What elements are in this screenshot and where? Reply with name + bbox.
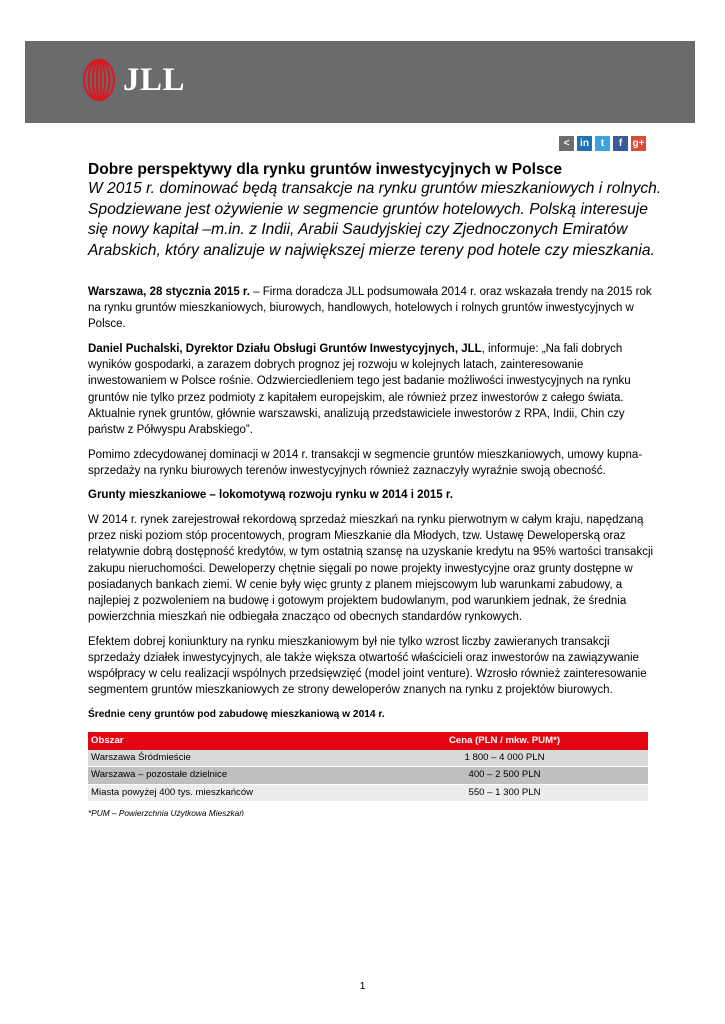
- paragraph-3: Pomimo zdecydowanej dominacji w 2014 r. transakcji w segmencie gruntów mieszkaniowych, umowy kupna-sprzedaży na rynku biurowych terenów inwestycyjnych również zaznaczyły wyraźnie swoją obecność.: [88, 448, 643, 477]
- paragraph-text: – Firma doradcza JLL podsumowała 2014 r. oraz wskazała trendy na 2015 rok na rynku gruntów mieszkaniowych, biurowych, handlowych, hotelowych i rolnych gruntów inwestycyjnych w Polsce.: [88, 286, 652, 331]
- page-subtitle: W 2015 r. dominować będą transakcje na rynku gruntów mieszkaniowych i rolnych. Spodziewane jest ożywienie w segmencie gruntów hotelowych. Polską interesuje się nowy kapitał –m.in. z Indii, Arabii Saudyjskiej czy Zjednoczonych Emiratów Arabskich, który analizuje w największej mierze tereny pod hotele czy mieszkania.: [88, 180, 662, 259]
- linkedin-icon[interactable]: in: [577, 136, 592, 151]
- section-heading: Grunty mieszkaniowe – lokomotywą rozwoju rynku w 2014 i 2015 r.: [88, 489, 453, 502]
- column-header-area: Obszar: [88, 732, 361, 750]
- article-body: [88, 284, 658, 821]
- facebook-icon[interactable]: f: [613, 136, 628, 151]
- table-row: [88, 750, 648, 767]
- google-plus-icon[interactable]: g+: [632, 138, 645, 149]
- share-icon[interactable]: <: [559, 136, 574, 151]
- table-cell: Warszawa Śródmieście: [88, 750, 361, 767]
- table-header-row: [88, 732, 648, 750]
- table-footnote: *PUM – Powierzchnia Użytkowa Mieszkań: [88, 807, 244, 818]
- table-cell: 1 800 – 4 000 PLN: [361, 750, 648, 767]
- price-table: [88, 732, 648, 802]
- twitter-icon[interactable]: t: [595, 136, 610, 151]
- logo-text: JLL: [123, 61, 186, 98]
- table-row: [88, 784, 648, 801]
- jll-logo[interactable]: [82, 58, 185, 102]
- paragraph-4: W 2014 r. rynek zarejestrował rekordową sprzedaż mieszkań na rynku pierwotnym w całym kraju, napędzaną przez niski poziom stóp procentowych, program Mieszkanie dla Młodych, tzw. Ustawę Deweloperską oraz relatywnie dobrą dostępność kredytów, w tym ostatnią szansę na uzyskanie kredytu na 95% wartości transakcji zakupu nieruchomości. Deweloperzy chętnie sięgali po nowe projekty inwestycyjne oraz grunty dostępne w posiadanych bankach ziemi. W cenie były więc grunty z planem miejscowym lub warunkami zabudowy, a najlepiej z pozwoleniem na budowę i gotowym projektem budowlanym, pod warunkiem jednak, że średnia powierzchnia mieszkań nie odbiegała znacząco od obecnych standardów rynkowych.: [88, 514, 654, 624]
- jll-logo-icon: [82, 58, 116, 102]
- table-cell: 550 – 1 300 PLN: [361, 784, 648, 801]
- page-title: Dobre perspektywy dla rynku gruntów inwestycyjnych w Polsce: [88, 161, 563, 178]
- paragraph-quote: [88, 341, 658, 438]
- table-cell: 400 – 2 500 PLN: [361, 767, 648, 784]
- table-caption: Średnie ceny gruntów pod zabudowę mieszkaniową w 2014 r.: [88, 709, 385, 721]
- page-number: 1: [359, 980, 366, 992]
- paragraph-intro: [88, 284, 658, 333]
- social-share-bar: [559, 136, 646, 151]
- table-cell: Warszawa – pozostałe dzielnice: [88, 767, 361, 784]
- paragraph-text: , informuje: „Na fali dobrych wyników gospodarki, a zarazem dobrych prognoz jej rozwoju w kolejnych latach, zainteresowanie inwestowaniem w Polsce rośnie. Odzwierciedleniem tego jest badanie możliwości inwestycyjnych na rynku gruntów nie tylko przez podmioty z kapitałem europejskim, ale również przez inwestorów z całego świata. Aktualnie rynek gruntów, głównie warszawski, analizują przedstawiciele inwestorów z RPA, Indii, Chin czy państw z Półwyspu Arabskiego”.: [88, 343, 631, 437]
- dateline: Warszawa, 28 stycznia 2015 r.: [88, 286, 250, 298]
- table-row: [88, 767, 648, 784]
- table-cell: Miasta powyżej 400 tys. mieszkańców: [88, 784, 361, 801]
- column-header-price: Cena (PLN / mkw. PUM*): [361, 732, 648, 750]
- speaker-name: Daniel Puchalski, Dyrektor Działu Obsługi Gruntów Inwestycyjnych, JLL: [88, 343, 482, 355]
- paragraph-5: Efektem dobrej koniunktury na rynku mieszkaniowym był nie tylko wzrost liczby zawieranych transakcji sprzedaży działek inwestycyjnych, ale także większa otwartość właścicieli oraz inwestorów na zawiązywanie współpracy w celu realizacji wspólnych przedsięwzięć (model joint venture). Wzrosło również zainteresowanie segmentem gruntów mieszkaniowych ze strony deweloperów znanych na rynku z projektów biurowych.: [88, 635, 647, 697]
